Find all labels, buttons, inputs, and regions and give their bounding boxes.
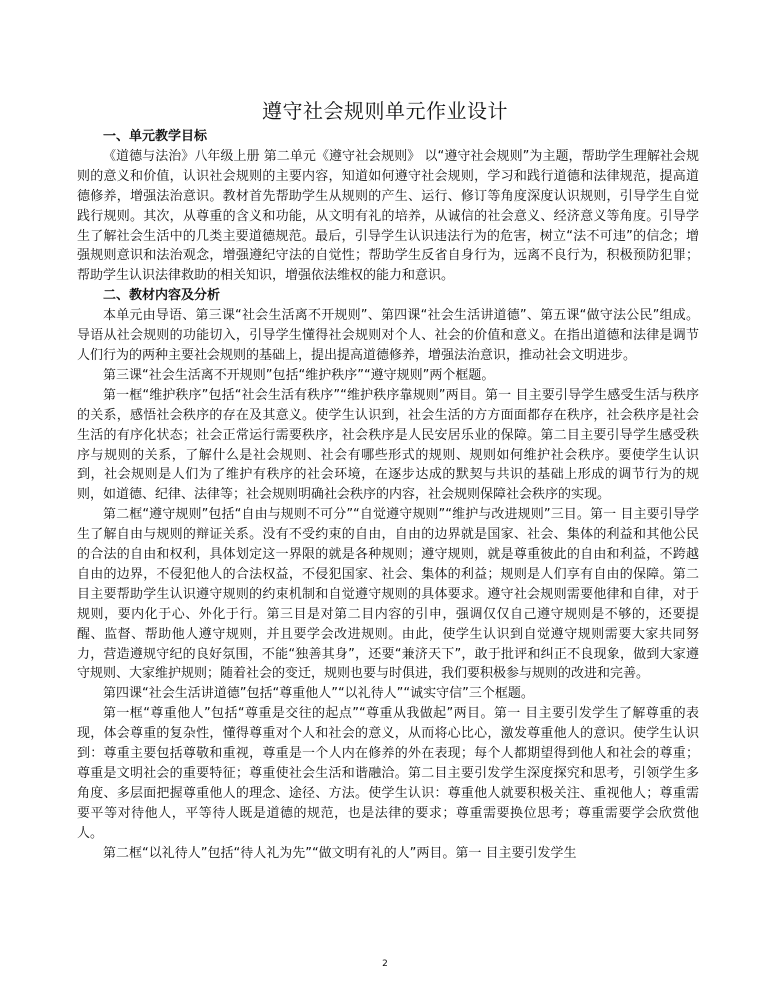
paragraph: 本单元由导语、第三课“社会生活离不开规则”、第四课“社会生活讲道德”、第五课“做守法公民”组成。导语从社会规则的功能切入，引导学生懂得社会规则对个人、社会的价值和意义。在指出道德和法律是调节人们行为的两种主要社会规则的基础上，提出提高道德修养，增强法治意识，推动社会文明进步。 xyxy=(77,308,699,363)
paragraph: 第一框“尊重他人”包括“尊重是交往的起点”“尊重从我做起”两目。第一 目主要引发学生了解尊重的表现，体会尊重的复杂性，懂得尊重对个人和社会的意义，从而将心比心，激发尊重他人的意识。使学生认识到：尊重主要包括尊敬和重视，尊重是一个人内在修养的外在表现；每个人都期望得到他人和社会的尊重；尊重是文明社会的重要特征；尊重使社会生活和谐融洽。第二目主要引发学生深度探究和思考，引领学生多角度、多层面把握尊重他人的理念、途径、方法。使学生认识：尊重他人就要积极关注、重视他人；尊重需要平等对待他人，平等待人既是道德的规范，也是法律的要求；尊重需要换位思考；尊重需要学会欣赏他人。 xyxy=(77,706,699,841)
section-heading: 二、教材内容及分析 xyxy=(103,288,221,304)
section-heading: 一、单元教学目标 xyxy=(103,129,208,144)
page-number: 2 xyxy=(382,959,388,969)
paragraph: 第二框“遵守规则”包括“自由与规则不可分”“自觉遵守规则”“维护与改进规则”三目。第一 目主要引导学生了解自由与规则的辩证关系。没有不受约束的自由，自由的边界就是国家、社会、集体的利益和其他公民的合法的自由和权利，具体划定这一界限的就是各种规则；遵守规则，就是尊重彼此的自由和利益，不跨越自由的边界，不侵犯他人的合法权益，不侵犯国家、社会、集体的利益；规则是人们享有自由的保障。第二目主要帮助学生认识遵守规则的约束机制和自觉遵守规则的具体要求。遵守社会规则需要他律和自律，对于规则，要内化于心、外化于行。第三目是对第二目内容的引申，强调仅仅自己遵守规则是不够的，还要提醒、监督、帮助他人遵守规则，并且要学会改进规则。由此，使学生认识到自觉遵守规则需要大家共同努力，营造遵规守纪的良好氛围，不能“独善其身”，还要“兼济天下”，敢于批评和纠正不良现象，做到大家遵守规则、大家维护规则；随着社会的变迁，规则也要与时俱进，我们要积极参与规则的改进和完善。 xyxy=(77,507,699,682)
document-body xyxy=(77,127,699,864)
paragraph: 第二框“以礼待人”包括“待人礼为先”“做文明有礼的人”两目。第一 目主要引发学生 xyxy=(103,845,577,861)
document-title: 遵守社会规则单元作业设计 xyxy=(262,99,508,123)
paragraph: 《道德与法治》八年级上册 第二单元《遵守社会规则》 以“遵守社会规则”为主题，帮助学生理解社会规则的意义和价值，认识社会规则的主要内容，知道如何遵守社会规则，学习和践行道德和法律规范，提高道德修养，增强法治意识。教材首先帮助学生从规则的产生、运行、修订等角度深度认识规则，引导学生自觉践行规则。其次，从尊重的含义和功能，从文明有礼的培养，从诚信的社会意义、经济意义等角度。引导学生了解社会生活中的几类主要道德规范。最后，引导学生认识违法行为的危害，树立“法不可违”的信念；增强规则意识和法治观念，增强遵纪守法的自觉性；帮助学生反省自身行为，远离不良行为，积极预防犯罪；帮助学生认识法律救助的相关知识，增强依法维权的能力和意识。 xyxy=(77,148,699,284)
paragraph: 第四课“社会生活讲道德”包括“尊重他人”“以礼待人”“诚实守信”三个框题。 xyxy=(103,686,534,702)
paragraph: 第三课“社会生活离不开规则”包括“维护秩序”“遵守规则”两个框题。 xyxy=(103,367,495,383)
paragraph: 第一框“维护秩序”包括“社会生活有秩序”“维护秩序靠规则”两目。第一 目主要引导学生感受生活与秩序的关系，感悟社会秩序的存在及其意义。使学生认识到，社会生活的方方面面都存在秩序，社会秩序是社会生活的有序化状态；社会正常运行需要秩序，社会秩序是人民安居乐业的保障。第二目主要引导学生感受秩序与规则的关系，了解什么是社会规则、社会有哪些形式的规则、规则如何维护社会秩序。要使学生认识到，社会规则是人们为了维护有秩序的社会环境，在逐步达成的默契与共识的基础上形成的调节行为的规则，如道德、纪律、法律等；社会规则明确社会秩序的内容，社会规则保障社会秩序的实现。 xyxy=(77,387,699,503)
